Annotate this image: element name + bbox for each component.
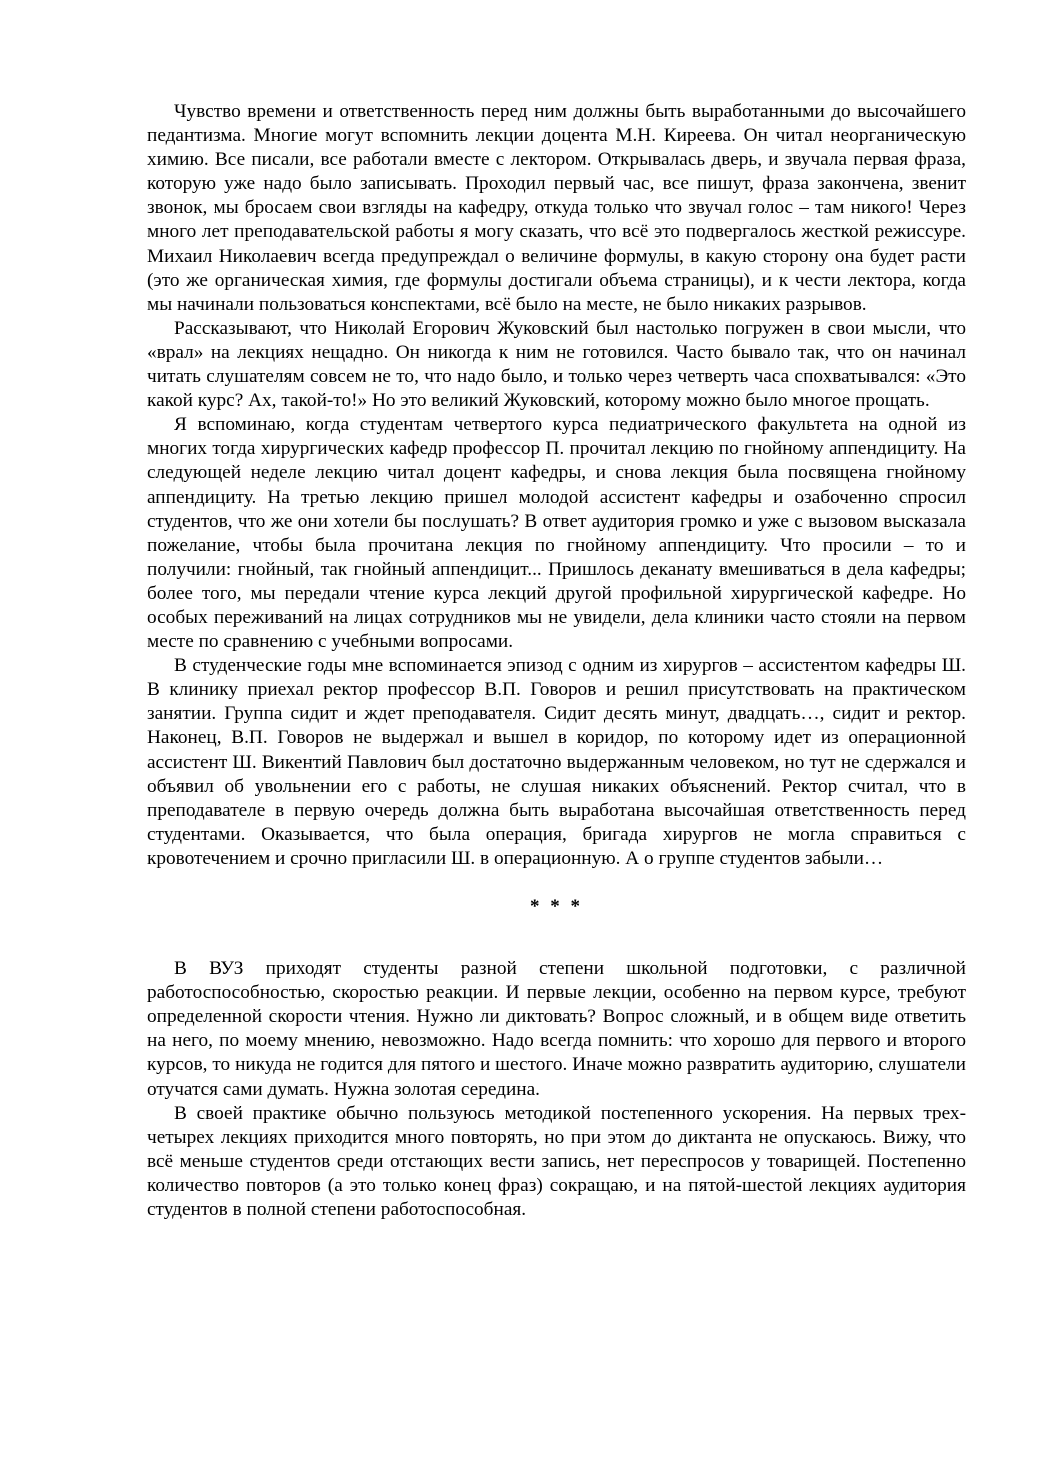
paragraph: Рассказывают, что Николай Егорович Жуковский был настолько погружен в свои мысли, что «врал» на лекциях нещадно. Он никогда к ним не готовился. Часто бывало так, что он начинал читать слушателям совсем не то, что надо было, и только через четверть часа спохватывался: «Это какой курс? Ах, такой-то!» Но это великий Жуковский, которому можно было многое прощать. — [147, 317, 966, 412]
section-separator: * * * — [530, 896, 583, 917]
paragraph: В студенческие годы мне вспоминается эпизод с одним из хирургов – ассистентом кафедры Ш. В клинику приехал ректор профессор В.П. Говоров и решил присутствовать на практическом занятии. Группа сидит и ждет преподавателя. Сидит десять минут, двадцать…, сидит и ректор. Наконец, В.П. Говоров не выдержал и вышел в коридор, по которому идет из операционной ассистент Ш. Викентий Павлович был достаточно выдержанным человеком, но тут не сдержался и объявил об увольнении его с работы, не слушая никаких объяснений. Ректор считал, что в преподавателе в первую очередь должна быть выработана высочайшая ответственность перед студентами. Оказывается, что была операция, бригада хирургов не могла справиться с кровотечением и срочно пригласили Ш. в операционную. А о группе студентов забыли… — [147, 655, 966, 869]
paragraph: В ВУЗ приходят студенты разной степени школьной подготовки, с различной работоспособностью, скоростью реакции. И первые лекции, особенно на первом курсе, требуют определенной скорости чтения. Нужно ли диктовать? Вопрос сложный, и в общем виде ответить на него, по моему мнению, невозможно. Надо всегда помнить: что хорошо для первого и второго курсов, то никуда не годится для пятого и шестого. Иначе можно развратить аудиторию, слушатели отучатся сами думать. Нужна золотая середина. — [147, 958, 966, 1100]
document-page — [147, 100, 966, 1222]
paragraph: Чувство времени и ответственность перед ним должны быть выработанными до высочайшего педантизма. Многие могут вспомнить лекции доцента М.Н. Киреева. Он читал неорганическую химию. Все писали, все работали вместе с лектором. Открывалась дверь, и звучала первая фраза, которую уже надо было записывать. Проходил первый час, все пишут, фраза закончена, звенит звонок, мы бросаем свои взгляды на кафедру, откуда только что звучал голос – там никого! Через много лет преподавательской работы я могу сказать, что всё это подвергалось жесткой режиссуре. Михаил Николаевич всегда предупреждал о величине формулы, в какую сторону она будет расти (это же органическая химия, где формулы достигали объема страницы), и к чести лектора, когда мы начинали пользоваться конспектами, всё было на месте, не было никаких разрывов. — [147, 101, 966, 315]
paragraph: В своей практике обычно пользуюсь методикой постепенного ускорения. На первых трех-четырех лекциях приходится много повторять, но при этом до диктанта не опускаюсь. Вижу, что всё меньше студентов среди отстающих вести запись, нет переспросов у товарищей. Постепенно количество повторов (а это только конец фраз) сокращаю, и на пятой-шестой лекциях аудитория студентов в полной степени работоспособная. — [147, 1102, 966, 1221]
paragraph: Я вспоминаю, когда студентам четвертого курса педиатрического факультета на одной из многих тогда хирургических кафедр профессор П. прочитал лекцию по гнойному аппендициту. На следующей неделе лекцию читал доцент кафедры, и снова лекция была посвящена гнойному аппендициту. На третью лекцию пришел молодой ассистент кафедры и озабоченно спросил студентов, что же они хотели бы послушать? В ответ аудитория громко и уже с вызовом высказала пожелание, чтобы была прочитана лекция по гнойному аппендициту. Что просили – то и получили: гнойный, так гнойный аппендицит... Пришлось деканату вмешиваться в дела кафедры; более того, мы передали чтение курса лекций другой профильной хирургической кафедре. Но особых переживаний на лицах сотрудников мы не увидели, дела клиники часто стояли на первом месте по сравнению с учебными вопросами. — [147, 414, 966, 653]
